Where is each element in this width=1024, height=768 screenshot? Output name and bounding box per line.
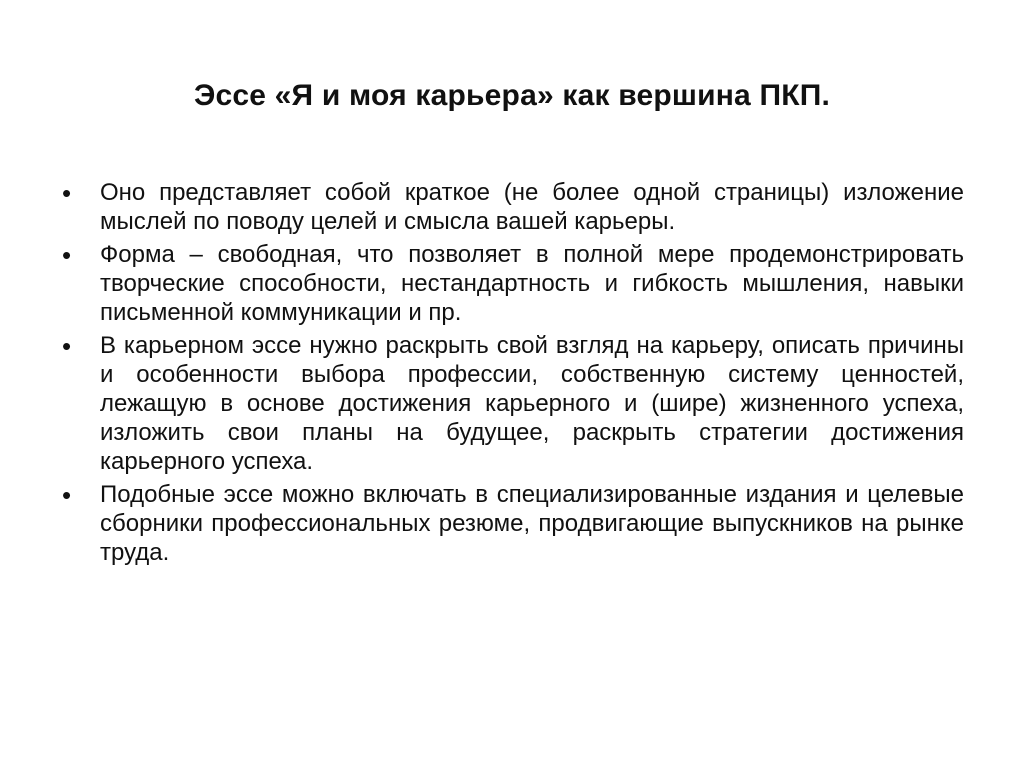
bullet-icon: • <box>62 178 72 208</box>
bullet-list <box>62 178 964 571</box>
bullet-icon: • <box>62 480 72 510</box>
bullet-item <box>62 240 964 327</box>
bullet-item <box>62 178 964 236</box>
bullet-text: Подобные эссе можно включать в специализированные издания и целевые сборники профессиональных резюме, продвигающие выпускников на рынке труда. <box>100 481 964 566</box>
slide-title: Эссе «Я и моя карьера» как вершина ПКП. <box>193 79 831 112</box>
bullet-text: В карьерном эссе нужно раскрыть свой взгляд на карьеру, описать причины и особенности выбора профессии, собственную систему ценностей, лежащую в основе достижения карьерного и (шире) жизненного успеха, изложить свои планы на будущее, раскрыть стратегии достижения карьерного успеха. <box>100 332 964 475</box>
bullet-item <box>62 331 964 476</box>
bullet-text: Форма – свободная, что позволяет в полной мере продемонстрировать творческие способности, нестандартность и гибкость мышления, навыки письменной коммуникации и пр. <box>100 241 964 326</box>
bullet-icon: • <box>62 240 72 270</box>
bullet-item <box>62 480 964 567</box>
bullet-icon: • <box>62 331 72 361</box>
bullet-text: Оно представляет собой краткое (не более одной страницы) изложение мыслей по поводу целей и смысла вашей карьеры. <box>100 179 964 235</box>
